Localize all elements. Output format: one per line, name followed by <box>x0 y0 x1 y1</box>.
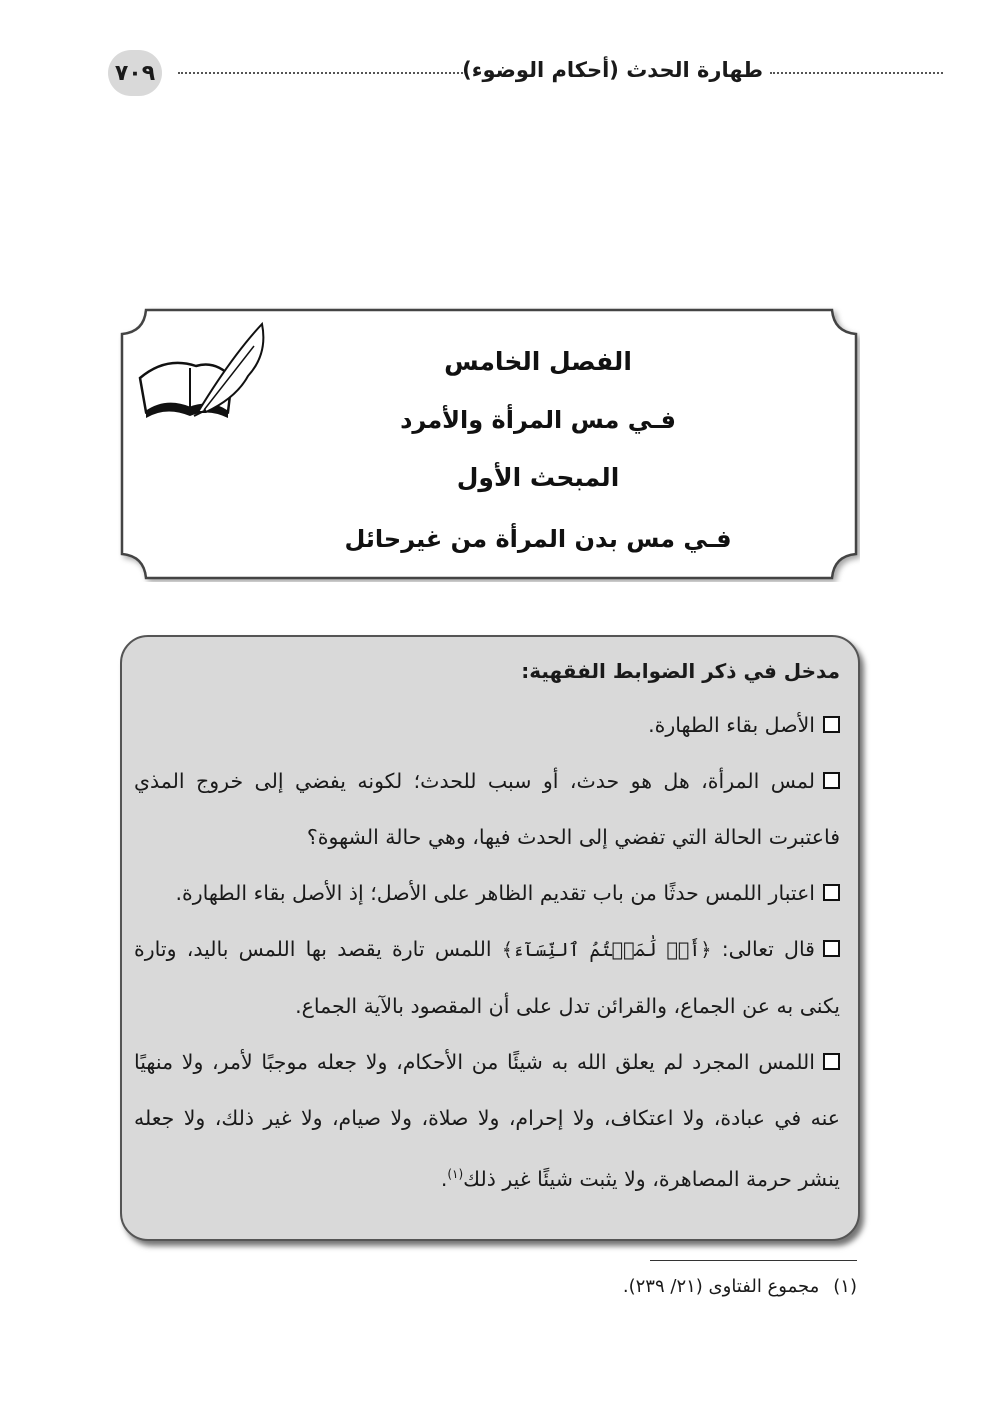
footnote-reference[interactable]: (١) <box>447 1167 464 1181</box>
header-dotted-leader <box>178 72 463 74</box>
header-title: طهارة الحدث (أحكام الوضوء) <box>462 58 763 82</box>
page-number: ٧٠٩ <box>108 50 162 96</box>
rule-item: اللمس المجرد لم يعلق الله به شيئًا من الأحكام، ولا جعله موجبًا لأمر، ولا منهيًا عنه في عبادة، ولا اعتكاف، ولا إحرام، ولا صلاة، ولا صيام، ولا غير ذلك، ولا جعله ينشر حرمة المصاهرة، ولا يثبت شيئًا غير ذلك$^{(١)}$. <box>134 1050 840 1191</box>
checkbox-bullet-icon <box>823 884 840 901</box>
jurisprudence-rules-panel <box>120 635 860 1241</box>
checkbox-bullet-icon <box>823 716 840 733</box>
rule-item: الأصل بقاء الطهارة. <box>134 697 840 753</box>
quran-verse: ﴿أَوۡ لَٰمَسۡتُمُ ٱلنِّسَآءَ﴾ <box>501 939 712 961</box>
rule-item: قال تعالى: ﴿أَوۡ لَٰمَسۡتُمُ ٱلنِّسَآءَ﴾ اللمس تارة يقصد بها اللمس باليد، وتارة يكنى به عن الجماع، والقرائن تدل على أن المقصود بالآية الجماع. <box>134 937 840 1018</box>
rule-item: لمس المرأة، هل هو حدث، أو سبب للحدث؛ لكونه يفضي إلى خروج المذي فاعتبرت الحالة التي تفضي إلى الحدث فيها، وهي حالة الشهوة؟ <box>134 769 840 849</box>
running-header <box>108 50 843 96</box>
book-and-quill-icon <box>136 316 276 426</box>
footnote <box>420 1276 857 1297</box>
checkbox-bullet-icon <box>823 1053 840 1070</box>
chapter-number: الفصل الخامس <box>444 347 632 376</box>
checkbox-bullet-icon <box>823 772 840 789</box>
checkbox-bullet-icon <box>823 940 840 957</box>
section-subject: فـي مس بدن المرأة من غيرحائل <box>344 525 732 553</box>
chapter-heading-block <box>298 334 778 572</box>
chapter-subject: فـي مس المرأة والأمرد <box>400 406 676 434</box>
footnote-number: (١) <box>833 1276 857 1297</box>
footnote-separator <box>650 1260 857 1261</box>
rule-item: اعتبار اللمس حدثًا من باب تقديم الظاهر على الأصل؛ إذ الأصل بقاء الطهارة. <box>134 865 840 921</box>
panel-heading: مدخل في ذكر الضوابط الفقهية: <box>521 659 840 683</box>
section-number: المبحث الأول <box>456 463 620 492</box>
footnote-text: مجموع الفتاوى (٢١/ ٢٣٩). <box>622 1276 820 1297</box>
chapter-title-frame <box>118 306 860 582</box>
header-dotted-leader <box>770 72 943 74</box>
